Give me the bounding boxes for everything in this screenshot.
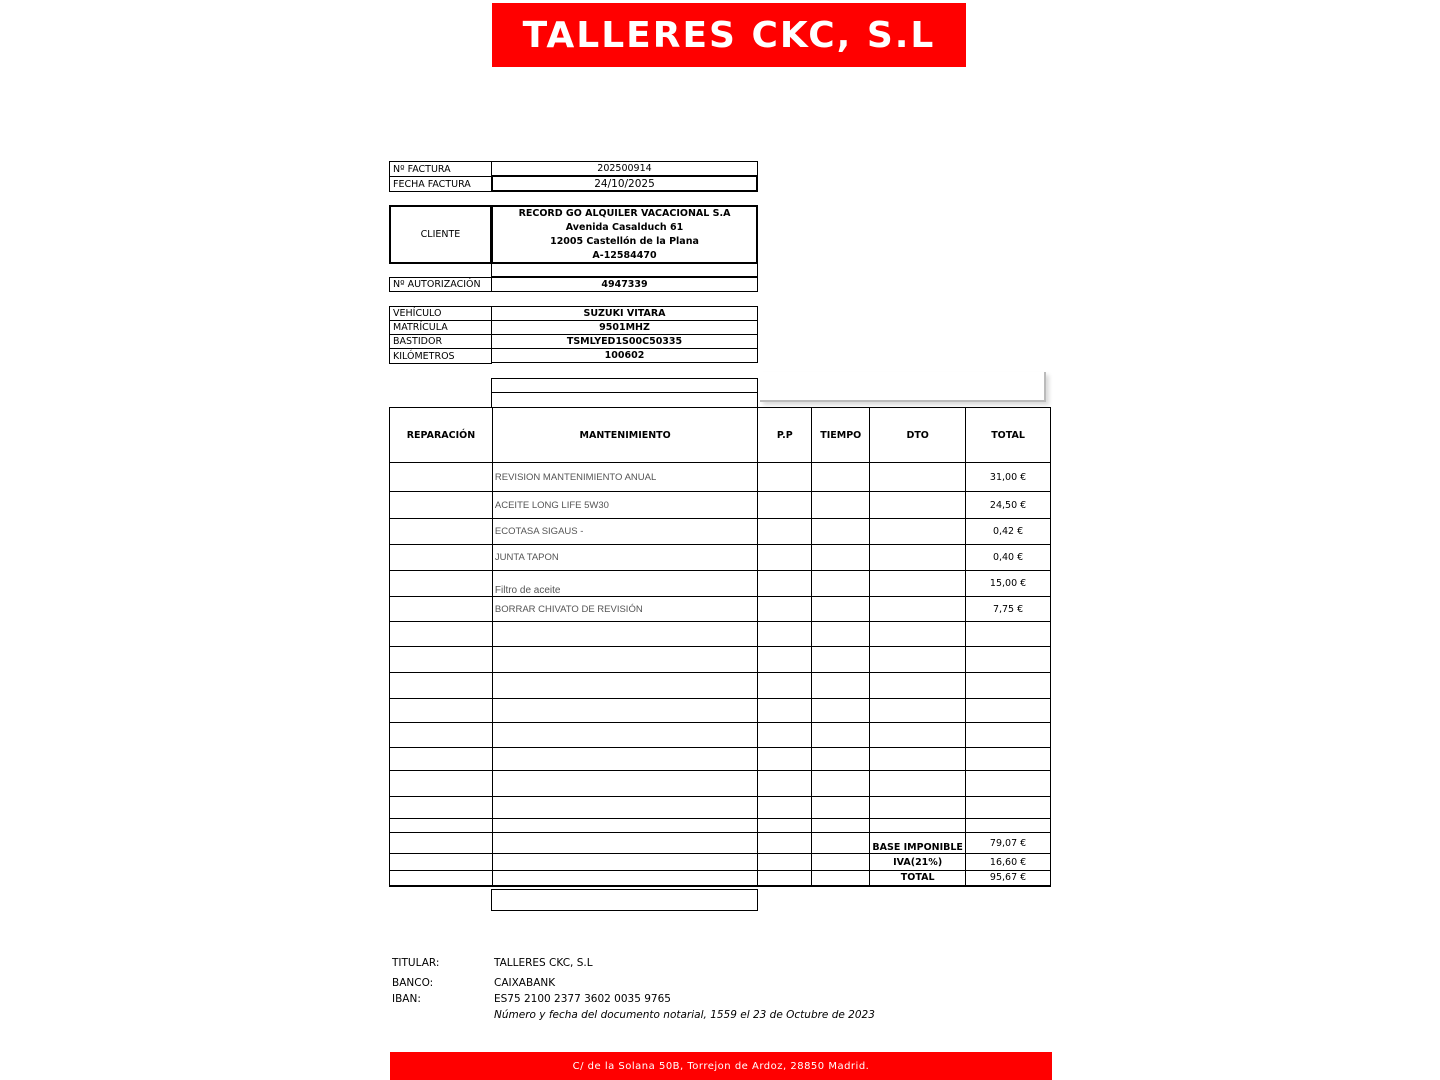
client-name: RECORD GO ALQUILER VACACIONAL S.A [518, 207, 731, 219]
table-row [390, 797, 1051, 819]
vehicle-km-label: KILÓMETROS [389, 348, 492, 364]
total-label: TOTAL [870, 871, 966, 886]
vehicle-model: SUZUKI VITARA [491, 306, 758, 321]
table-row [390, 771, 1051, 797]
item-description: Filtro de aceite [492, 571, 757, 597]
client-label: CLIENTE [389, 205, 492, 264]
header-pp: P.P [758, 408, 812, 463]
table-row [390, 748, 1051, 771]
holder-value: TALLERES CKC, S.L [494, 957, 593, 969]
table-row [390, 647, 1051, 673]
table-row [390, 622, 1051, 647]
company-address: C/ de la Solana 50B, Torrejon de Ardoz, 28850 Madrid. [390, 1052, 1052, 1080]
vehicle-plate-label: MATRÍCULA [389, 320, 492, 335]
iva-label: IVA(21%) [870, 854, 966, 871]
vehicle-plate: 9501MHZ [491, 320, 758, 335]
item-total: 24,50 € [966, 492, 1051, 519]
header-total: TOTAL [966, 408, 1051, 463]
item-description: ACEITE LONG LIFE 5W30 [492, 492, 757, 519]
table-row [390, 463, 1051, 492]
invoice-number: 202500914 [491, 161, 758, 176]
table-row [390, 819, 1051, 833]
iva-value: 16,60 € [966, 854, 1051, 871]
invoice-number-label: Nº FACTURA [389, 161, 492, 177]
vehicle-km: 100602 [491, 348, 758, 363]
base-label: BASE IMPONIBLE [870, 833, 966, 854]
table-row [390, 699, 1051, 723]
vehicle-chassis-label: BASTIDOR [389, 334, 492, 349]
bank-value: CAIXABANK [494, 977, 556, 989]
summary-row [390, 854, 1051, 871]
item-total: 31,00 € [966, 463, 1051, 492]
client-block [491, 205, 758, 264]
table-row [390, 492, 1051, 519]
header-repair: REPARACIÓN [390, 408, 493, 463]
item-total: 15,00 € [966, 571, 1051, 597]
trailing-blank-cell [491, 889, 758, 911]
iban-value: ES75 2100 2377 3602 0035 9765 [494, 993, 671, 1005]
item-total: 0,42 € [966, 519, 1051, 545]
table-row [390, 723, 1051, 748]
shadow-box [760, 372, 1046, 402]
table-row [390, 519, 1051, 545]
table-row [390, 571, 1051, 597]
item-description: ECOTASA SIGAUS - [492, 519, 757, 545]
summary-row [390, 871, 1051, 886]
vehicle-model-label: VEHÍCULO [389, 306, 492, 321]
item-description: REVISION MANTENIMIENTO ANUAL [492, 463, 757, 492]
authorization-value: 4947339 [491, 277, 758, 292]
client-tax-id: A-12584470 [592, 249, 657, 261]
invoice-date: 24/10/2025 [491, 175, 758, 192]
authorization-label: Nº AUTORIZACIÓN [389, 277, 492, 292]
client-city: 12005 Castellón de la Plana [550, 235, 699, 247]
vehicle-chassis: TSMLYED1S00C50335 [491, 334, 758, 349]
client-street: Avenida Casalduch 61 [565, 221, 684, 233]
total-value: 95,67 € [966, 871, 1051, 886]
line-items-table [389, 407, 1051, 887]
spacer-row [491, 392, 758, 408]
item-description: BORRAR CHIVATO DE REVISIÓN [492, 597, 757, 622]
holder-label: TITULAR: [392, 957, 440, 969]
client-blank-row [491, 263, 758, 277]
iban-label: IBAN: [392, 993, 421, 1005]
item-description: JUNTA TAPON [492, 545, 757, 571]
summary-row [390, 833, 1051, 854]
item-total: 7,75 € [966, 597, 1051, 622]
invoice-date-label: FECHA FACTURA [389, 176, 492, 192]
base-value: 79,07 € [966, 833, 1051, 854]
table-row [390, 545, 1051, 571]
header-discount: DTO [870, 408, 966, 463]
header-time: TIEMPO [812, 408, 870, 463]
notary-note: Número y fecha del documento notarial, 1559 el 23 de Octubre de 2023 [494, 1009, 875, 1021]
company-title: TALLERES CKC, S.L [492, 3, 966, 67]
header-maintenance: MANTENIMIENTO [492, 408, 757, 463]
bank-label: BANCO: [392, 977, 434, 989]
table-row [390, 597, 1051, 622]
table-header [390, 408, 1051, 463]
spacer-row [491, 378, 758, 393]
item-total: 0,40 € [966, 545, 1051, 571]
table-row [390, 673, 1051, 699]
